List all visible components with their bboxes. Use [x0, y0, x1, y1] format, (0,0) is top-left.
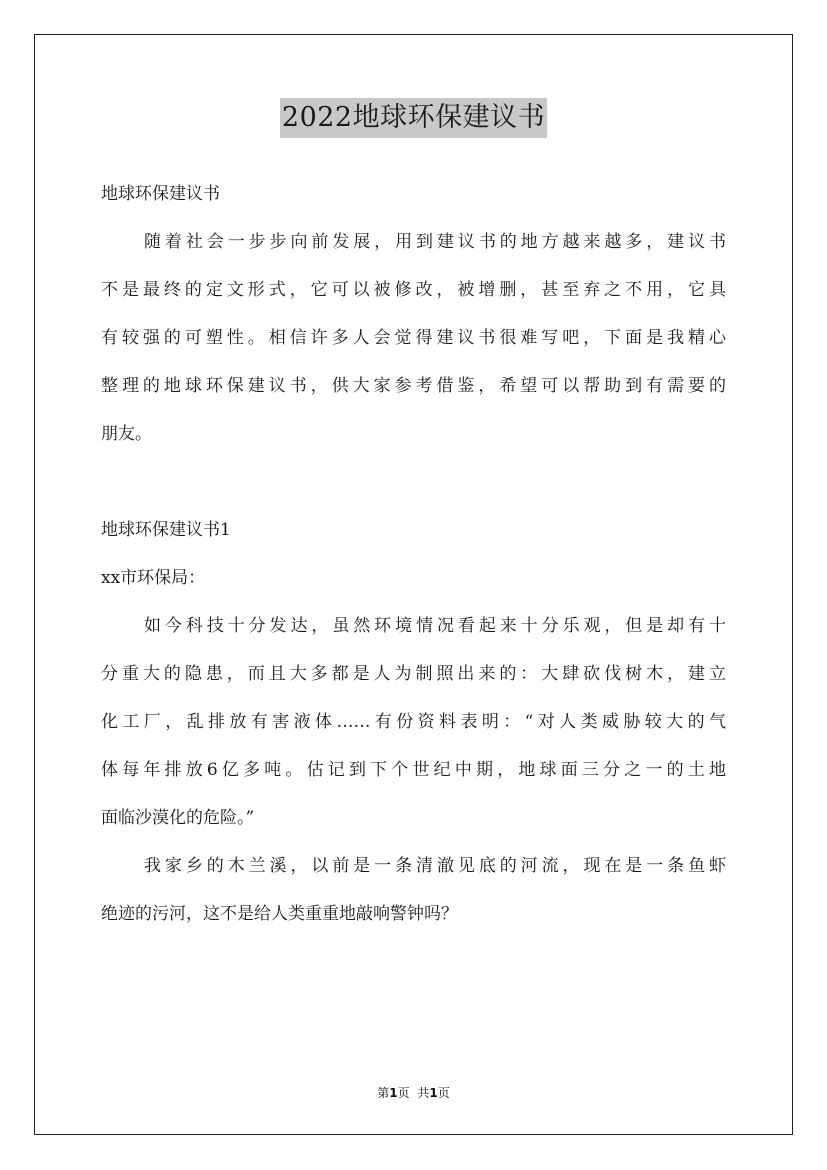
- page-total: 1: [429, 1086, 438, 1100]
- paragraph-line: 有较强的可塑性。相信许多人会觉得建议书很难写吧，下面是我精心: [101, 328, 726, 348]
- page-prefix: 第: [377, 1086, 390, 1100]
- paragraph-line: 分重大的隐患，而且大多都是人为制照出来的：大肆砍伐树木，建立: [101, 664, 726, 684]
- section-heading: 地球环保建议书1: [101, 520, 231, 540]
- document-title: 2022地球环保建议书: [280, 98, 547, 138]
- paragraph-line: 面临沙漠化的危险。”: [101, 808, 255, 828]
- paragraph-line: 化工厂，乱排放有害液体……有份资料表明：“对人类威胁较大的气: [101, 712, 726, 732]
- document-heading: 地球环保建议书: [101, 184, 220, 204]
- paragraph-line: 不是最终的定文形式，它可以被修改，被增删，甚至弃之不用，它具: [101, 280, 726, 300]
- paragraph-line: 绝迹的污河，这不是给人类重重地敲响警钟吗？: [101, 904, 458, 924]
- total-unit: 页: [437, 1086, 450, 1100]
- paragraph-line: 整理的地球环保建议书，供大家参考借鉴，希望可以帮助到有需要的: [101, 376, 726, 396]
- salutation: xx市环保局：: [101, 568, 206, 588]
- paragraph-line: 随着社会一步步向前发展，用到建议书的地方越来越多，建议书: [144, 232, 726, 252]
- paragraph-line: 如今科技十分发达，虽然环境情况看起来十分乐观，但是却有十: [144, 616, 726, 636]
- body-paragraph-1: [101, 602, 726, 842]
- blank-line: [101, 458, 726, 506]
- paragraph-line: 朋友。: [101, 424, 152, 444]
- page-unit: 页: [397, 1086, 410, 1100]
- total-prefix: 共: [417, 1086, 430, 1100]
- document-body: [101, 170, 726, 938]
- paragraph-line: 体每年排放6亿多吨。估记到下个世纪中期，地球面三分之一的土地: [101, 760, 726, 780]
- title-container: [0, 98, 827, 138]
- page-current: 1: [389, 1086, 398, 1100]
- body-paragraph-2: [101, 842, 726, 938]
- intro-paragraph: [101, 218, 726, 458]
- paragraph-line: 我家乡的木兰溪，以前是一条清澈见底的河流，现在是一条鱼虾: [144, 856, 726, 876]
- page-footer: [0, 1084, 827, 1101]
